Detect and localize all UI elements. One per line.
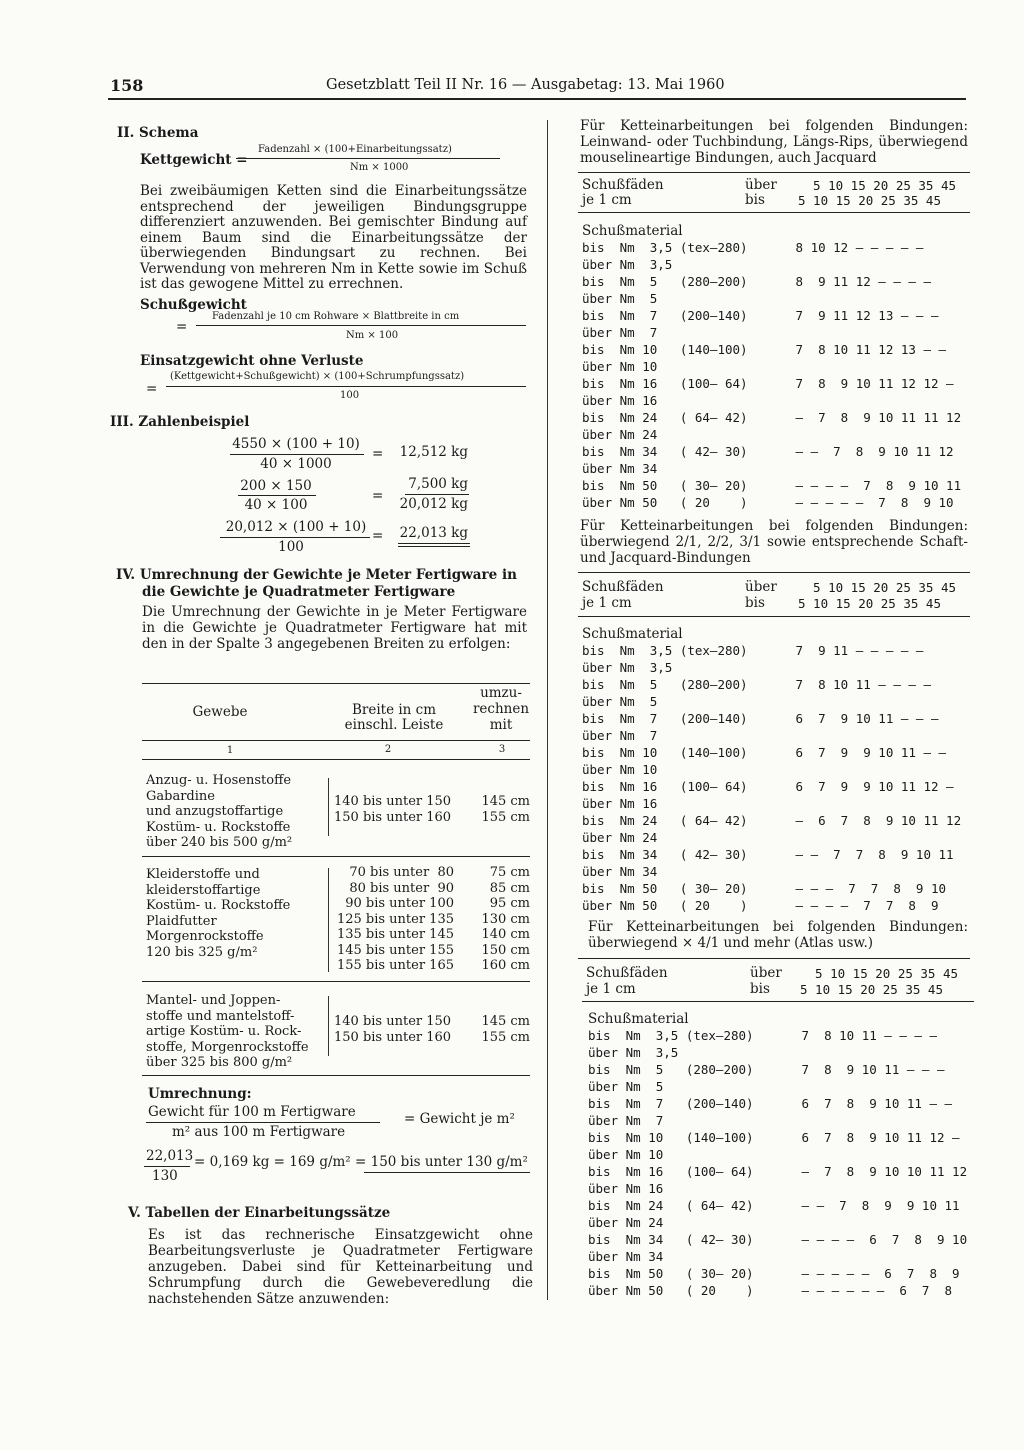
table1-cols-ueber: 5 10 15 20 25 35 45 <box>798 178 957 193</box>
brace <box>328 778 329 836</box>
einsatzgewicht-equals: = <box>146 381 158 397</box>
umrechnung-denominator: m² aus 100 m Fertigware <box>172 1124 346 1140</box>
column-divider <box>547 120 548 1300</box>
fraction-bar <box>196 325 526 326</box>
einsatzgewicht-numerator: (Kettgewicht+Schußgewicht) × (100+Schrumpfungssatz) <box>170 371 465 382</box>
fraction-bar <box>166 386 526 387</box>
kettgewicht-label: Kettgewicht = <box>140 152 248 168</box>
table-rule <box>142 981 530 982</box>
example2-numerator: 200 × 150 <box>240 478 312 494</box>
example1-numerator: 4550 × (100 + 10) <box>232 436 360 452</box>
breite-group-2: 70 bis unter 80 80 bis unter 90 90 bis unter 100 125 bis unter 135 135 bis unter 145 145 bis unter 155 155 bis unter 165 <box>336 865 454 973</box>
table1-material-label: Schußmaterial <box>582 223 683 239</box>
fraction-bar <box>236 158 500 159</box>
table3-je-cm: je 1 cm <box>586 981 636 997</box>
example3-denominator: 100 <box>278 539 304 555</box>
section-heading-schema: II. Schema <box>117 125 199 141</box>
example2-result-line2: 20,012 kg <box>399 496 468 512</box>
schussgewicht-numerator: Fadenzahl je 10 cm Rohware × Blattbreite in cm <box>212 311 460 322</box>
table1-je-cm: je 1 cm <box>582 192 632 208</box>
result-underline <box>398 543 470 544</box>
umrechnung-result: = Gewicht je m² <box>404 1111 515 1127</box>
example1-result: 12,512 kg <box>399 444 468 460</box>
col-number-2: 2 <box>384 744 392 755</box>
col-number-3: 3 <box>498 744 506 755</box>
einsatzgewicht-denominator: 100 <box>340 390 360 401</box>
table3-intro: Für Ketteinarbeitungen bei folgenden Bindungen: überwiegend × 4/1 und mehr (Atlas usw.) <box>588 919 968 951</box>
table-rule-header <box>142 740 530 741</box>
table-rule <box>578 172 970 173</box>
col-header-gewebe: Gewebe <box>192 704 248 720</box>
umrechnung-example-rest: = 0,169 kg = 169 g/m² = 150 bis unter 130 g/m² <box>194 1154 528 1170</box>
table-rule <box>582 1001 974 1002</box>
result-underline <box>364 1172 530 1173</box>
table3-bis: bis <box>750 981 770 997</box>
fraction-bar <box>238 495 316 496</box>
section-heading-tabellen: V. Tabellen der Einarbeitungssätze <box>128 1205 391 1221</box>
example3-numerator: 20,012 × (100 + 10) <box>225 519 367 535</box>
umzu-group-1: 145 cm 155 cm <box>481 794 530 825</box>
table3-ueber: über <box>750 965 782 981</box>
col-header-umzu-line1: umzu- <box>480 685 522 701</box>
table2-intro: Für Ketteinarbeitungen bei folgenden Bindungen: überwiegend 2/1, 2/2, 3/1 sowie entsprechende Schaft- und Jacquard-Bindungen <box>580 518 968 566</box>
brace <box>328 868 329 972</box>
table3-cols-bis: 5 10 15 20 25 35 45 <box>800 982 943 997</box>
page-header-title: Gesetzblatt Teil II Nr. 16 — Ausgabetag: 13. Mai 1960 <box>326 77 725 93</box>
umrechnung-example-numerator: 22,013 <box>146 1148 194 1164</box>
table1-bis: bis <box>745 192 765 208</box>
fraction-bar <box>146 1122 380 1123</box>
kettgewicht-denominator: Nm × 1000 <box>350 162 409 173</box>
table2-ueber: über <box>745 579 777 595</box>
table2-cols-bis: 5 10 15 20 25 35 45 <box>798 596 941 611</box>
table-rule-top <box>142 683 530 684</box>
col-header-breite-line2: einschl. Leiste <box>344 717 444 733</box>
col-header-umzu-line2: rechnen <box>472 701 530 717</box>
schussgewicht-denominator: Nm × 100 <box>346 330 399 341</box>
umrechnung-label: Umrechnung: <box>148 1086 252 1102</box>
table2-je-cm: je 1 cm <box>582 595 632 611</box>
table2-schussfaeden: Schußfäden <box>582 579 664 595</box>
section-heading-umrechnung-line2: die Gewichte je Quadratmeter Fertigware <box>142 584 456 600</box>
schussgewicht-label: Schußgewicht <box>140 297 247 313</box>
example1-denominator: 40 × 1000 <box>260 456 332 472</box>
umrechnung-example-denominator: 130 <box>152 1168 178 1184</box>
col-number-1: 1 <box>226 745 234 756</box>
table2-cols-ueber: 5 10 15 20 25 35 45 <box>798 580 957 595</box>
example2-result-line1: 7,500 kg <box>408 476 468 492</box>
table1-ueber: über <box>745 177 777 193</box>
table1-schussfaeden: Schußfäden <box>582 177 664 193</box>
header-rule <box>108 98 966 100</box>
section-heading-zahlenbeispiel: III. Zahlenbeispiel <box>110 414 250 430</box>
table3-material-label: Schußmaterial <box>588 1011 689 1027</box>
table-rule <box>578 958 970 959</box>
table-rule-numbers <box>142 759 530 760</box>
einsatzgewicht-label: Einsatzgewicht ohne Verluste <box>140 353 364 369</box>
example2-denominator: 40 × 100 <box>244 497 308 513</box>
brace <box>328 996 329 1056</box>
tabellen-paragraph: Es ist das rechnerische Einsatzgewicht ohne Bearbeitungsverluste je Quadratmeter Fertigware anzugeben. Dabei sind für Ketteinarbeitung und Schrumpfung durch die Gewebeveredlung die nachstehenden Sätze anzuwenden: <box>148 1227 533 1307</box>
gewebe-group-2: Kleiderstoffe und kleiderstoffartige Kostüm- u. Rockstoffe Plaidfutter Morgenrockstoffe 120 bis 325 g/m² <box>146 867 291 960</box>
umrechnung-numerator: Gewicht für 100 m Fertigware <box>148 1104 356 1120</box>
col-header-umzu-line3: mit <box>489 717 513 733</box>
gewebe-group-1: Anzug- u. Hosenstoffe Gabardine und anzugstoffartige Kostüm- u. Rockstoffe über 240 bis 500 g/m² <box>146 773 293 850</box>
table1-intro: Für Ketteinarbeitungen bei folgenden Bindungen: Leinwand- oder Tuchbindung, Längs-Rips, überwiegend mouselineartige Bindungen, auch Jacquard <box>580 118 968 166</box>
fraction-bar <box>144 1166 190 1167</box>
table3-schussfaeden: Schußfäden <box>586 965 668 981</box>
fraction-bar <box>220 537 370 538</box>
page-number: 158 <box>110 76 144 95</box>
sum-rule <box>405 494 469 495</box>
umrechnung-paragraph: Die Umrechnung der Gewichte in je Meter Fertigware in die Gewichte je Quadratmeter Fertigware hat mit den in der Spalte 3 angegebenen Breiten zu erfolgen: <box>142 604 527 652</box>
section-heading-umrechnung: IV. Umrechnung der Gewichte je Meter Fertigware in <box>116 567 517 583</box>
kettgewicht-numerator: Fadenzahl × (100+Einarbeitungssatz) <box>258 144 452 155</box>
table-rule-bottom <box>142 1075 530 1076</box>
breite-group-1: 140 bis unter 150 150 bis unter 160 <box>334 794 452 825</box>
table1-cols-bis: 5 10 15 20 25 35 45 <box>798 193 941 208</box>
example2-equals: = <box>372 488 384 504</box>
table-rule <box>578 212 970 213</box>
umzu-group-3: 145 cm 155 cm <box>481 1014 530 1045</box>
col-header-breite-line1: Breite in cm <box>351 702 437 718</box>
table2-bis: bis <box>745 595 765 611</box>
table3-cols-ueber: 5 10 15 20 25 35 45 <box>800 966 959 981</box>
fraction-bar <box>230 454 364 455</box>
gewebe-group-3: Mantel- und Joppen- stoffe und mantelstoff- artige Kostüm- u. Rock- stoffe, Morgenrockstoffe über 325 bis 800 g/m² <box>146 993 309 1070</box>
umzu-group-2: 75 cm 85 cm 95 cm 130 cm 140 cm 150 cm 160 cm <box>481 865 530 973</box>
table-rule <box>578 572 970 573</box>
table2-material-label: Schußmaterial <box>582 626 683 642</box>
result-underline <box>398 546 470 547</box>
example3-equals: = <box>372 528 384 544</box>
table-rule <box>578 616 970 617</box>
breite-group-3: 140 bis unter 150 150 bis unter 160 <box>334 1014 452 1045</box>
table-rule <box>142 856 530 857</box>
schema-paragraph: Bei zweibäumigen Ketten sind die Einarbeitungssätze entsprechend der jeweiligen Bindungsgruppe differenziert anzuwenden. Bei gemischter Bindung auf einem Baum sind die Einarbeitungssätze der überwiegenden Bindungsart zu rechnen. Bei Verwendung von mehreren Nm in Kette sowie im Schuß ist das gewogene Mittel zu errechnen. <box>140 183 527 292</box>
example1-equals: = <box>372 446 384 462</box>
schussgewicht-equals: = <box>176 319 188 335</box>
example3-result: 22,013 kg <box>399 525 468 541</box>
